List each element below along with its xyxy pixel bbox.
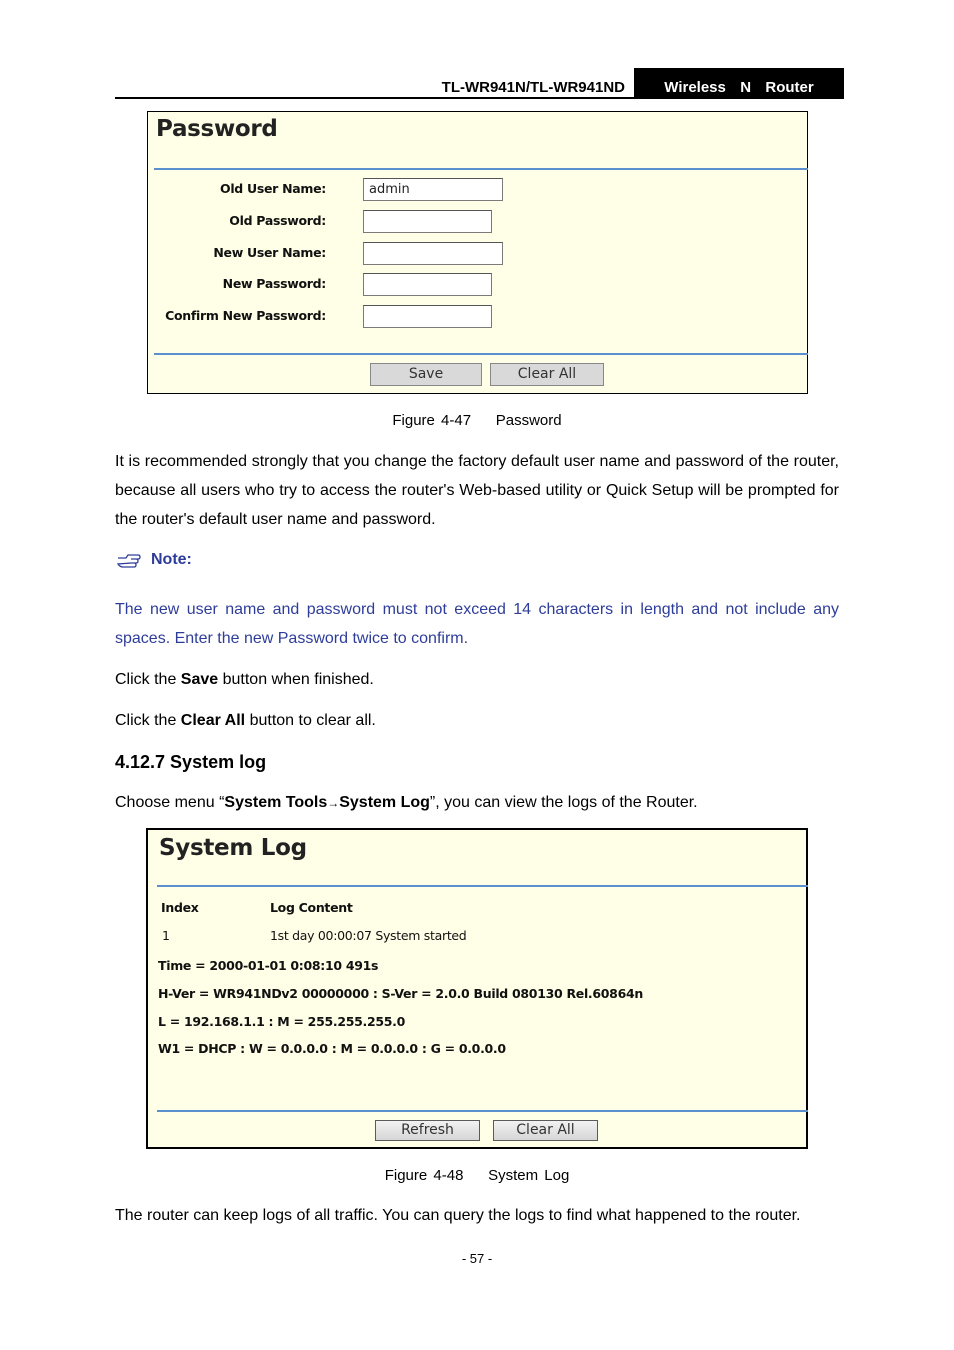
refresh-button[interactable]: Refresh (375, 1120, 480, 1141)
menu-line-system-tools: System Tools (224, 794, 328, 811)
note-label: Note: (151, 551, 192, 568)
paragraph-recommendation: It is recommended strongly that you change the factory default user name and password of the router, because all users who try to access the router's Web-based utility or Quick Setup will be prompted for the router's default user name and password. (115, 453, 839, 528)
log-row-index: 1 (162, 928, 170, 943)
old-user-name-label: Old User Name: (220, 181, 326, 196)
system-log-panel (146, 828, 808, 1149)
confirm-new-password-label: Confirm New Password: (165, 308, 326, 323)
password-panel (147, 111, 808, 394)
new-password-input[interactable] (363, 273, 492, 296)
note-heading (117, 551, 192, 569)
click-save-line (115, 671, 374, 689)
system-log-panel-title: System Log (159, 835, 307, 861)
page-number: - 57 - (461, 1251, 493, 1266)
new-user-name-label: New User Name: (213, 245, 326, 260)
log-info-wan: W1 = DHCP : W = 0.0.0.0 : M = 0.0.0.0 : G = 0.0.0.0 (158, 1041, 506, 1056)
log-info-lan: L = 192.168.1.1 : M = 255.255.255.0 (158, 1014, 406, 1029)
old-password-input[interactable] (363, 210, 492, 233)
click-save-bold: Save (180, 671, 219, 688)
menu-instruction-line (115, 794, 698, 812)
click-clear-bold: Clear All (180, 712, 246, 729)
click-save-post: button when finished. (218, 671, 374, 688)
log-row-content: 1st day 00:00:07 System started (270, 928, 467, 943)
save-button[interactable]: Save (370, 363, 482, 386)
clear-all-log-button[interactable]: Clear All (493, 1120, 598, 1141)
system-log-top-rule (157, 885, 808, 887)
click-save-pre: Click the (115, 671, 181, 688)
header-rule (115, 97, 844, 99)
header-product-badge: Wireless N Router (634, 68, 844, 99)
click-clear-line (115, 712, 376, 730)
column-header-log-content: Log Content (270, 900, 353, 915)
new-user-name-input[interactable] (363, 242, 503, 265)
menu-line-system-log: System Log (339, 794, 430, 811)
password-panel-top-rule (154, 168, 808, 170)
click-clear-pre: Click the (115, 712, 181, 729)
paragraph-logs: The router can keep logs of all traffic. You can query the logs to find what happened to the router. (115, 1207, 801, 1224)
old-password-label: Old Password: (229, 213, 326, 228)
system-log-bottom-rule (157, 1110, 808, 1112)
section-heading: 4.12.7 System log (115, 752, 267, 772)
figure-caption-password: Figure 4-47 Password (392, 412, 562, 429)
log-info-version: H-Ver = WR941NDv2 00000000 : S-Ver = 2.0.0 Build 080130 Rel.60864n (158, 986, 643, 1001)
log-info-time: Time = 2000-01-01 0:08:10 491s (158, 958, 379, 973)
old-user-name-input[interactable] (363, 178, 503, 201)
header-model: TL-WR941N/TL-WR941ND (441, 79, 625, 96)
pointing-hand-icon (117, 552, 141, 568)
clear-all-button[interactable]: Clear All (490, 363, 604, 386)
password-panel-title: Password (156, 116, 278, 142)
password-panel-bottom-rule (154, 353, 808, 355)
column-header-index: Index (161, 900, 199, 915)
menu-line-post: ”, you can view the logs of the Router. (429, 794, 698, 811)
arrow-right-icon: → (327, 796, 340, 810)
menu-line-pre: Choose menu “ (115, 794, 225, 811)
new-password-label: New Password: (222, 276, 326, 291)
note-text: The new user name and password must not exceed 14 characters in length and not include any spaces. Enter the new Password twice to confirm. (115, 601, 839, 647)
click-clear-post: button to clear all. (245, 712, 376, 729)
figure-caption-system-log: Figure 4-48 System Log (384, 1167, 570, 1184)
confirm-new-password-input[interactable] (363, 305, 492, 328)
